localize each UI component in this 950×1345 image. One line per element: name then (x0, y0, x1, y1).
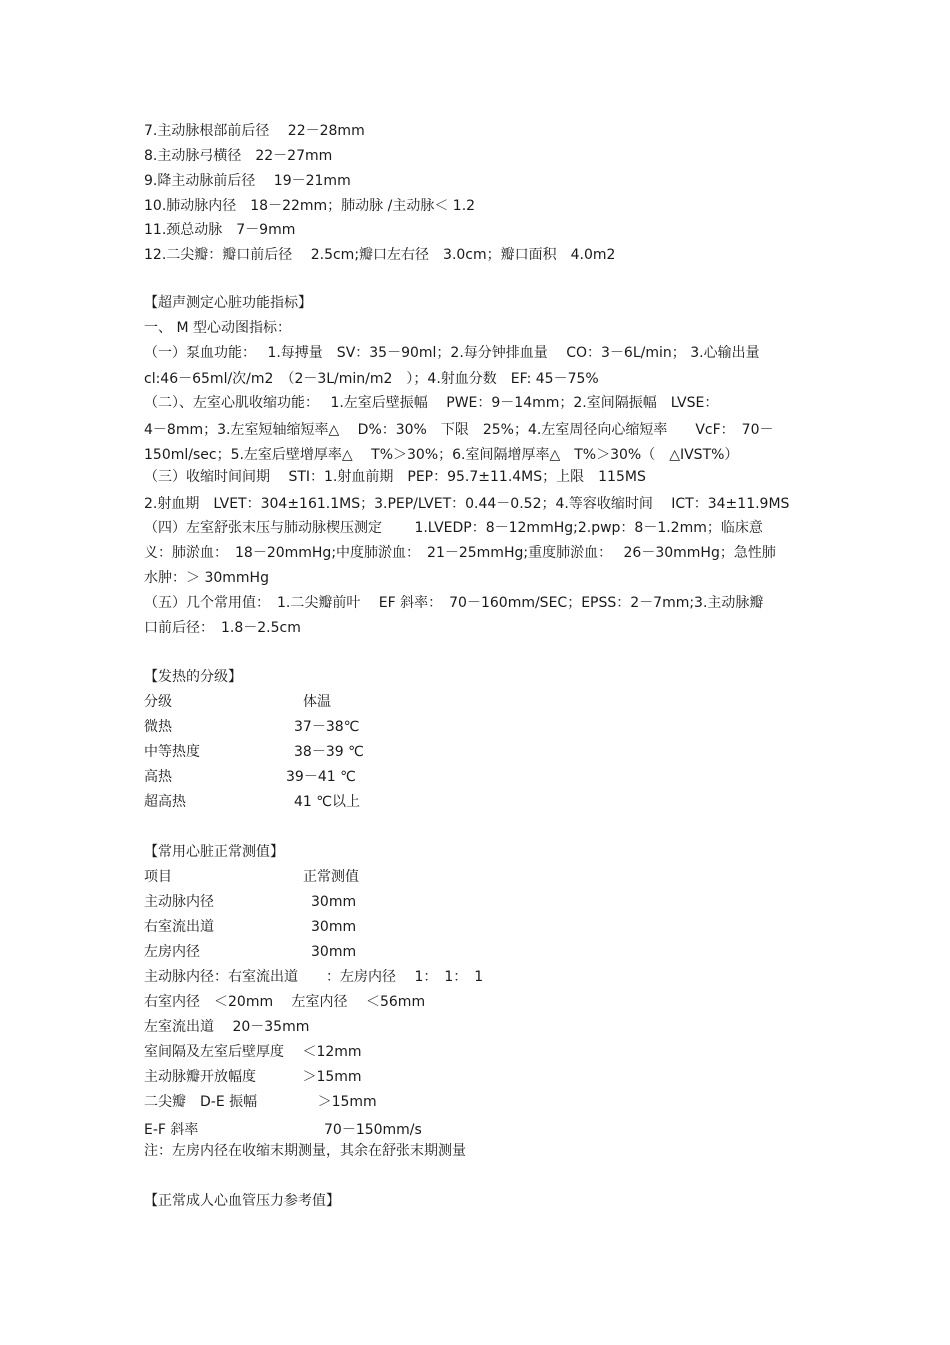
text-line: 二尖瓣 D-E 振幅 ＞15mm (144, 1094, 377, 1110)
text-line: cl:46－65ml/次/m2 （2－3L/min/m2 ）；4.射血分数 EF: 45－75% (144, 371, 599, 387)
fever-table-header: 体温 (303, 694, 331, 710)
fever-table-header: 分级 (144, 694, 172, 710)
fever-table-cell: 微热 (144, 719, 172, 735)
text-line: 右室内径 ＜20mm 左室内径 ＜56mm (144, 994, 426, 1010)
text-line: 12.二尖瓣：瓣口前后径 2.5cm;瓣口左右径 3.0cm；瓣口面积 4.0m2 (144, 247, 616, 263)
heart-table-cell: 30mm (311, 919, 357, 935)
text-line: 一、 M 型心动图指标： (144, 320, 291, 336)
heart-table-cell: 30mm (311, 894, 357, 910)
fever-table-cell: 39－41 ℃ (286, 769, 356, 785)
heart-table-cell: 左房内径 (144, 944, 200, 960)
text-line: 2.射血期 LVET：304±161.1MS；3.PEP/LVET：0.44－0.52；4.等容收缩时间 ICT：34±11.9MS (144, 496, 790, 512)
fever-table-cell: 41 ℃以上 (294, 794, 360, 810)
heart-table-cell: 主动脉内径 (144, 894, 214, 910)
text-line: 10.肺动脉内径 18－22mm；肺动脉 /主动脉＜ 1.2 (144, 198, 476, 214)
heart-table-cell: 30mm (311, 944, 357, 960)
text-line: 4－8mm；3.左室短轴缩短率△ D%：30% 下限 25%；4.左室周径向心缩短率 VcF： 70－ (144, 422, 774, 438)
heart-table-header: 正常测值 (303, 869, 359, 885)
fever-table-cell: 38－39 ℃ (294, 744, 364, 760)
heart-table-cell: E-F 斜率 (144, 1122, 199, 1138)
text-line: 150ml/sec；5.左室后壁增厚率△ T%＞30%；6.室间隔增厚率△ T%＞30%（ △IVST%） (144, 447, 739, 463)
text-line: 8.主动脉弓横径 22－27mm (144, 148, 333, 164)
text-line: （二）、左室心肌收缩功能： 1.左室后壁振幅 PWE：9－14mm；2.室间隔振幅 LVSE： (144, 395, 719, 411)
text-line: 主动脉内径：右室流出道 ：左房内径 1： 1： 1 (144, 969, 484, 985)
text-line: （四）左室舒张末压与肺动脉楔压测定 1.LVEDP：8－12mmHg;2.pwp：8－1.2mm；临床意 (144, 520, 763, 536)
fever-table-cell: 高热 (144, 769, 172, 785)
heart-table-cell: 70－150mm/s (324, 1122, 422, 1138)
section-heading: 【超声测定心脏功能指标】 (144, 295, 312, 311)
text-line: 室间隔及左室后壁厚度 ＜12mm (144, 1044, 362, 1060)
text-line: 水肿：＞ 30mmHg (144, 570, 269, 586)
note-line: 注：左房内径在收缩末期测量，其余在舒张末期测量 (144, 1143, 466, 1159)
text-line: （一）泵血功能： 1.每搏量 SV：35－90ml；2.每分钟排血量 CO：3－6L/min； 3.心输出量 (144, 345, 760, 361)
text-line: （三）收缩时间间期 STI：1.射血前期 PEP：95.7±11.4MS；上限 115MS (144, 469, 646, 485)
fever-table-cell: 中等热度 (144, 744, 200, 760)
text-line: 左室流出道 20－35mm (144, 1019, 310, 1035)
section-heading: 【常用心脏正常测值】 (144, 844, 284, 860)
text-line: 义：肺淤血： 18－20mmHg;中度肺淤血： 21－25mmHg;重度肺淤血： 26－30mmHg；急性肺 (144, 545, 776, 561)
text-line: 口前后径： 1.8－2.5cm (144, 620, 301, 636)
text-line: 主动脉瓣开放幅度 ＞15mm (144, 1069, 362, 1085)
text-line: （五）几个常用值： 1.二尖瓣前叶 EF 斜率： 70－160mm/SEC；EPSS：2－7mm;3.主动脉瓣 (144, 595, 764, 611)
fever-table-cell: 37－38℃ (294, 719, 360, 735)
heart-table-header: 项目 (144, 869, 172, 885)
section-heading: 【正常成人心血管压力参考值】 (144, 1193, 340, 1209)
fever-table-cell: 超高热 (144, 794, 186, 810)
heart-table-cell: 右室流出道 (144, 919, 214, 935)
section-heading: 【发热的分级】 (144, 669, 242, 685)
text-line: 7.主动脉根部前后径 22－28mm (144, 123, 365, 139)
text-line: 11.颈总动脉 7－9mm (144, 222, 296, 238)
text-line: 9.降主动脉前后径 19－21mm (144, 173, 351, 189)
